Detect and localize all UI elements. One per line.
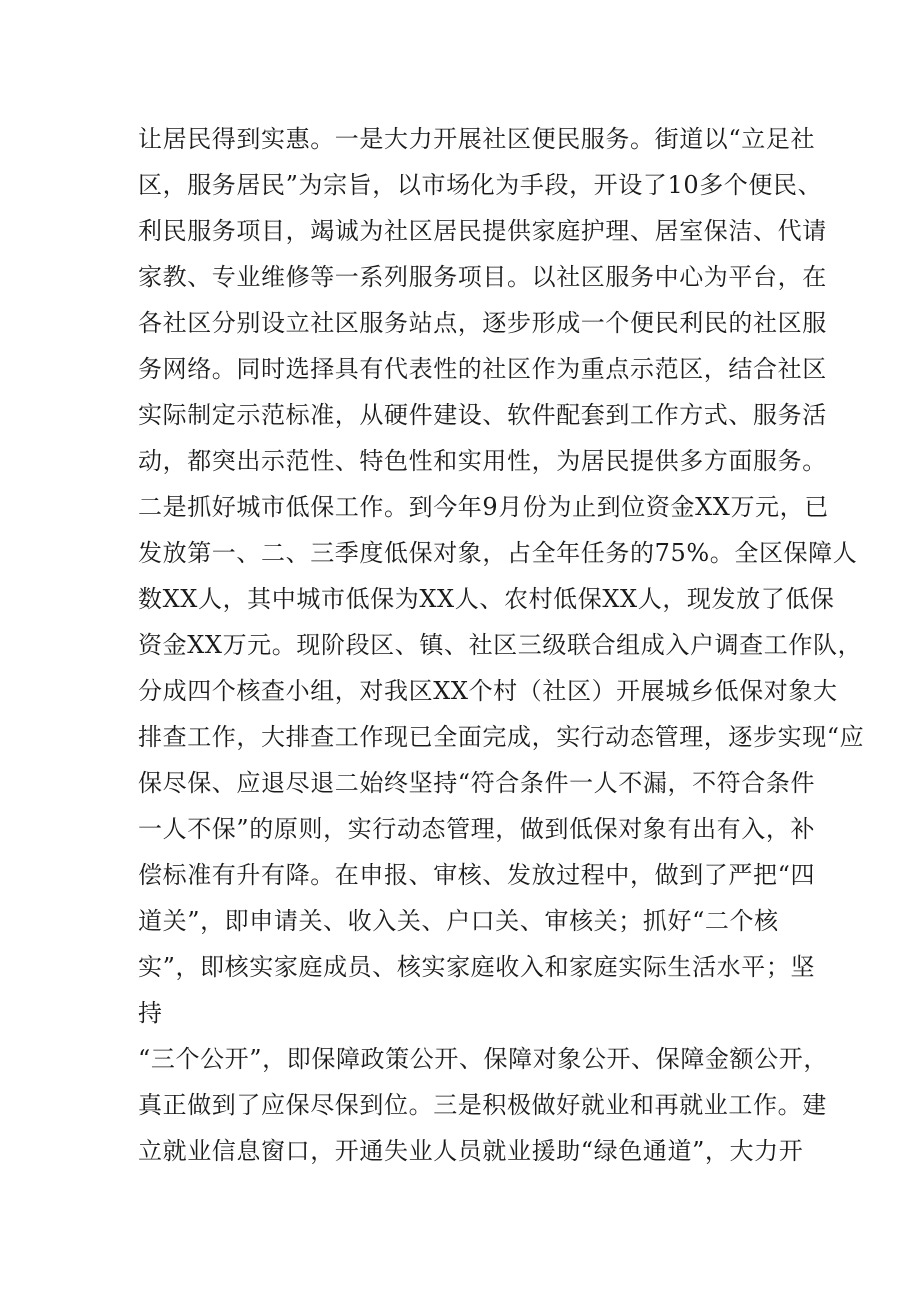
text-line: 立就业信息窗口，开通失业人员就业援助“绿色通道”，大力开 [138, 1137, 804, 1165]
text-line: 务网络。同时选择具有代表性的社区作为重点示范区，结合社区 [138, 355, 827, 383]
text-line: 实”，即核实家庭成员、核实家庭收入和家庭实际生活水平；坚 [138, 953, 816, 981]
text-line: 二是抓好城市低保工作。到今年9月份为止到位资金XX万元，已 [138, 493, 829, 521]
text-line: 分成四个核查小组，对我区XX个村（社区）开展城乡低保对象大 [138, 677, 838, 705]
text-line: 家教、专业维修等一系列服务项目。以社区服务中心为平台，在 [138, 263, 827, 291]
text-line: 真正做到了应保尽保到位。三是积极做好就业和再就业工作。建 [138, 1091, 827, 1119]
text-line: “三个公开”，即保障政策公开、保障对象公开、保障金额公开， [138, 1045, 828, 1073]
text-line: 实际制定示范标准，从硬件建设、软件配套到工作方式、服务活 [138, 401, 827, 429]
text-line: 动，都突出示范性、特色性和实用性，为居民提供多方面服务。 [138, 447, 827, 475]
text-line: 道关”，即申请关、收入关、户口关、审核关；抓好“二个核 [138, 907, 779, 935]
text-line: 偿标准有升有降。在申报、审核、发放过程中，做到了严把“四 [138, 861, 816, 889]
text-line: 让居民得到实惠。一是大力开展社区便民服务。街道以“立足社 [138, 125, 816, 153]
text-line: 一人不保”的原则，实行动态管理，做到低保对象有出有入，补 [138, 815, 816, 843]
text-line: 数XX人，其中城市低保为XX人、农村低保XX人，现发放了低保 [138, 585, 835, 613]
body-text [138, 116, 865, 1174]
text-line: 保尽保、应退尽退二始终坚持“符合条件一人不漏，不符合条件 [138, 769, 816, 797]
text-line: 持 [138, 999, 163, 1027]
text-line: 发放第一、二、三季度低保对象，占全年任务的75%。全区保障人 [138, 539, 858, 567]
text-line: 资金XX万元。现阶段区、镇、社区三级联合组成入户调查工作队， [138, 631, 863, 659]
text-line: 区，服务居民”为宗旨，以市场化为手段，开设了10多个便民、 [138, 171, 823, 199]
text-line: 排查工作，大排查工作现已全面完成，实行动态管理，逐步实现“应 [138, 723, 865, 751]
text-line: 各社区分别设立社区服务站点，逐步形成一个便民利民的社区服 [138, 309, 827, 337]
text-line: 利民服务项目，竭诚为社区居民提供家庭护理、居室保洁、代请 [138, 217, 827, 245]
